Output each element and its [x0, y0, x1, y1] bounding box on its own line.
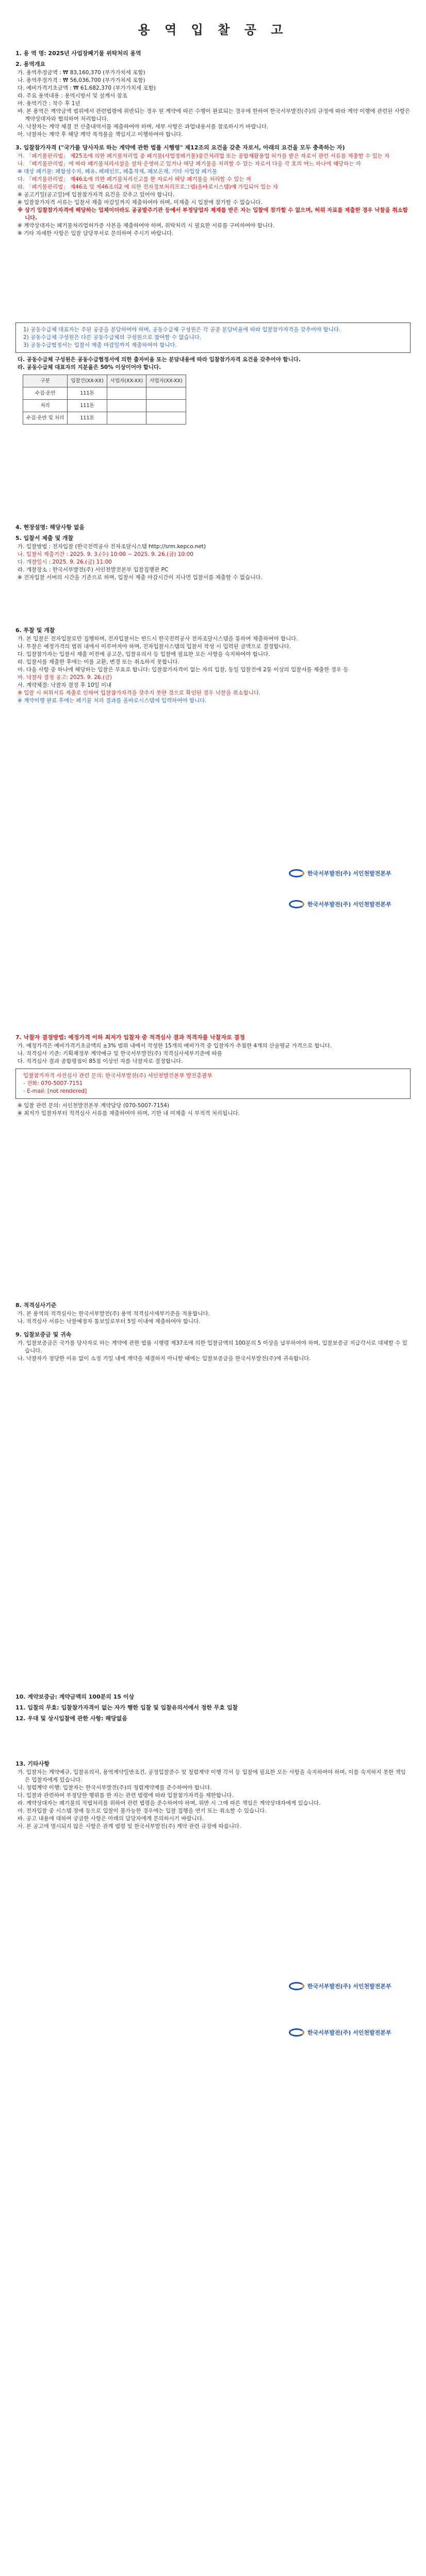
- s2-line: 아. 낙찰자는 계약 후 해당 계약 목적물을 책임지고 이행하여야 합니다.: [18, 131, 183, 138]
- table-cell: [107, 412, 146, 425]
- s3-line: 다. 「폐기물관리법」 제46조에 의한 폐기물처리신고를 한 자로서 해당 폐기물을 처리할 수 있는 자: [18, 176, 252, 182]
- table-cell: 111톤: [68, 412, 107, 425]
- s2-line: 사. 낙찰자는 계약 체결 전 산출내역서를 제출하여야 하며, 세부 사항은 과업내용서를 참조하시기 바랍니다.: [18, 124, 269, 130]
- page-seal: [289, 1978, 413, 1994]
- s3-note: ※ 입찰참가자격 서류는 입찰서 제출 마감일까지 제출하여야 하며, 미제출 시 입찰에 참가할 수 없습니다.: [18, 199, 263, 206]
- s2-line: 다. 예비가격기초금액 : ₩ 61,682,370 (부가가치세 포함): [18, 85, 156, 91]
- s6-line: 다. 입찰참가자는 입찰서 제출 이전에 공고문, 입찰유의서 등 입찰에 필요한 모든 사항을 숙지하여야 합니다.: [18, 651, 270, 657]
- s5-line: ※ 전자입찰 서버의 시간을 기준으로 하며, 입찰서 제출 마감시간이 지나면 입찰서를 제출할 수 없습니다.: [18, 574, 263, 581]
- section-4-5: [0, 520, 426, 613]
- section-10-heading: 10. 계약보증금: 계약금액의 100분의 15 이상: [15, 1693, 135, 1700]
- s6-note-red: ※ 입찰 시 허위서류 제출로 인하여 입찰참가자격을 갖추지 못한 것으로 확인된 경우 낙찰을 취소합니다.: [18, 690, 261, 696]
- inquiry-line: - 전화: 070-5007-7151: [23, 1080, 83, 1087]
- section-8-9: [0, 1298, 426, 1556]
- section-12-heading: 12. 우대 및 상시입찰에 관한 사항: 해당없음: [15, 1715, 127, 1722]
- s6-line: 사. 계약체결: 낙찰자 결정 후 10일 이내: [18, 682, 112, 688]
- joint-supply-box: [15, 323, 411, 353]
- s3-note: ※ 공고기일(공고일)에 입찰참가자격 요건을 갖추고 있어야 합니다.: [18, 192, 175, 198]
- s5-line: 나. 입찰서 제출기간 : 2025. 9. 3.(수) 10:00 ~ 2025. 9. 26.(금) 10:00: [18, 551, 193, 557]
- section-8-heading: 8. 적격심사기준: [15, 1302, 57, 1309]
- s3-closing: ※ 계약상대자는 폐기물처리업허가증 사본을 제출하여야 하며, 위탁처리 시 필요한 서류를 구비하여야 합니다.: [18, 223, 275, 229]
- section-3-heading: 3. 입찰참가자격 ("국가를 당사자로 하는 계약에 관한 법률 시행령" 제12조의 요건을 갖춘 자로서, 아래의 요건을 모두 충족하는 자): [15, 144, 345, 151]
- s7-after: ※ 입찰 관련 문의: 서인천발전본부 계약담당 (070-5007-7154): [18, 1103, 170, 1109]
- section-13: [0, 1757, 426, 2066]
- joint-supply-section: [0, 319, 426, 474]
- table-cell: [107, 400, 146, 412]
- s7-line: 다. 적격심사 결과 종합평점이 85점 이상인 자를 낙찰자로 결정합니다.: [18, 1058, 183, 1064]
- s13-line: 마. 전자입찰 중 시스템 장애 등으로 입찰이 불가능한 경우에는 입찰 집행을 연기 또는 취소할 수 있습니다.: [18, 1808, 267, 1814]
- table-row: [23, 387, 186, 400]
- table-header: 사업자(XX-XX): [146, 375, 186, 387]
- s8-line: 나. 적격심사 서류는 낙찰예정자 통보일로부터 5일 이내에 제출하여야 합니다.: [18, 1318, 201, 1325]
- s7-line: 가. 예정가격은 예비가격기초금액의 ±3% 범위 내에서 작성한 15개의 예비가격 중 입찰자가 추첨한 4개의 산술평균 가격으로 합니다.: [18, 1043, 332, 1049]
- s2-line: 바. 본 용역은 계약금액 범위에서 관련법령에 위반되는 경우 원 계약에 따른 수행이 완료되는 경우에 한하여 한국서부발전(주)의 규정에 따라 계약 이행에 관련된 사항은 계약상대자와 협의하여 처리합니다.: [18, 108, 411, 122]
- s9-line: 나. 낙찰자가 정당한 이유 없이 소정 기일 내에 계약을 체결하지 아니할 때에는 입찰보증금을 한국서부발전(주)에 귀속합니다.: [18, 1355, 311, 1362]
- section-4-heading: 4. 현장설명: 해당사항 없음: [15, 524, 85, 531]
- s3-line: 라. 「폐기물관리법」 제46조 및 제46조의2 에 의한 전자정보처리프로그램(올바로시스템)에 가입되어 있는 자: [18, 184, 278, 190]
- s2-line: 마. 용역기간 : 착수 후 1년: [18, 100, 80, 107]
- s5-line: 다. 개찰일시 : 2025. 9. 26.(금) 11:00: [18, 559, 112, 565]
- table-header-row: [23, 375, 186, 387]
- section-1-3: [0, 46, 426, 304]
- table-cell: 수집·운반 및 처리: [23, 412, 68, 425]
- s13-line: 나. 청렴계약 이행: 입찰자는 한국서부발전(주)의 청렴계약제를 준수하여야 합니다.: [18, 1785, 212, 1791]
- s13-line: 라. 계약상대자는 폐기물의 적법처리를 위하여 관련 법령을 준수하여야 하며, 위반 시 그에 따른 책임은 계약상대자에게 있습니다.: [18, 1800, 321, 1806]
- s3-warning: ※ 상기 입찰참가자격에 해당하는 업체이더라도 공공발주기관 등에서 부정당업자 제재를 받은 자는 입찰에 참가할 수 없으며, 허위 자료를 제출한 경우 낙찰을 취소합니다.: [18, 207, 408, 221]
- s9-line: 가. 입찰보증금은 국가를 당사자로 하는 계약에 관한 법률 시행령 제37조에 의한 입찰금액의 100분의 5 이상을 납부하여야 하며, 입찰보증금 지급각서로 대체할 수 있습니다.: [18, 1340, 407, 1354]
- s2-line: 가. 용역추정금액 : ₩ 83,160,370 (부가가치세 포함): [18, 70, 145, 76]
- table-header: 입찰건(XX-XX): [68, 375, 107, 387]
- section-13-heading: 13. 기타사항: [15, 1760, 50, 1767]
- section-7: [0, 1030, 426, 1247]
- seal-org-name: 한국서부발전(주) 서인천발전본부: [307, 870, 391, 877]
- s6-note-blue: ※ 계약이행 완료 후에는 폐기물 처리 결과를 올바로시스템에 입력하여야 합니다.: [18, 698, 207, 704]
- inquiry-line: - E-mail: [not rendered]: [23, 1088, 87, 1094]
- s6-line: 라. 입찰서를 제출한 후에는 이를 교환, 변경 또는 취소하지 못합니다.: [18, 659, 179, 665]
- inquiry-box: [15, 1069, 411, 1099]
- table-cell: [146, 400, 186, 412]
- page-seal: [289, 866, 413, 881]
- s13-line: 사. 본 공고에 명시되지 않은 사항은 관계 법령 및 한국서부발전(주) 계약 관련 규정에 따릅니다.: [18, 1823, 241, 1829]
- section-1-heading: 1. 용 역 명: 2025년 사업장폐기물 위탁처리 용역: [15, 50, 141, 57]
- box-bold-line: 라. 공동수급체 대표자의 지분율은 50% 이상이어야 합니다.: [18, 364, 161, 370]
- seal-org-name: 한국서부발전(주) 서인천발전본부: [307, 1983, 391, 1990]
- box-bold-line: 다. 공동수급체 구성원은 공동수급협정서에 의한 출자비율 또는 분담내용에 따라 입찰참가자격 요건을 갖추어야 합니다.: [18, 357, 301, 363]
- page-seal: [289, 896, 413, 912]
- section-9-heading: 9. 입찰보증금 및 귀속: [15, 1331, 72, 1338]
- section-11-heading: 11. 입찰의 무효: 입찰참가자격이 없는 자가 행한 입찰 및 입찰유의서에서 정한 무효 입찰: [15, 1704, 238, 1711]
- section-6: [0, 623, 426, 778]
- section-7-heading: 7. 낙찰자 결정방법: 예정가격 이하 최저가 입찰자 중 적격심사 결과 적격자를 낙찰자로 결정: [15, 1034, 245, 1041]
- box-line: 1) 공동수급체 대표자는 주된 공종을 분담하여야 하며, 공동수급체 구성원은 각 공종 분담비율에 따라 입찰참가자격을 갖추어야 합니다.: [23, 327, 341, 333]
- table-cell: [146, 387, 186, 400]
- s6-line: 가. 본 입찰은 전자입찰로만 집행하며, 전자입찰서는 반드시 한국전력공사 전자조달시스템을 통하여 제출하여야 합니다.: [18, 636, 298, 642]
- section-2-heading: 2. 용역개요: [15, 61, 46, 67]
- s8-line: 가. 본 용역의 적격심사는 한국서부발전(주) 용역 적격심사세부기준을 적용합니다.: [18, 1311, 210, 1317]
- table-header: 사업자(XX-XX): [107, 375, 146, 387]
- company-logo-icon: [289, 869, 304, 877]
- company-logo-icon: [289, 1982, 304, 1990]
- box-line: 2) 공동수급체 구성원은 다른 공동수급체의 구성원으로 참여할 수 없습니다.: [23, 334, 202, 341]
- s6-line: 나. 투찰은 예정가격의 범위 내에서 이루어져야 하며, 전자입찰시스템의 입찰서 작성 시 입력된 금액으로 결정합니다.: [18, 643, 291, 650]
- section-10-12: [0, 1690, 426, 1752]
- box-line: 3) 공동수급협정서는 입찰서 제출 마감일까지 제출하여야 합니다.: [23, 342, 177, 348]
- table-cell: 111톤: [68, 387, 107, 400]
- s13-line: 바. 공고 내용에 대하여 궁금한 사항은 아래의 담당자에게 문의하시기 바랍니다.: [18, 1816, 204, 1822]
- s3-closing: ※ 기타 자세한 사항은 입찰 담당부서로 문의하여 주시기 바랍니다.: [18, 230, 174, 236]
- company-logo-icon: [289, 2028, 304, 2037]
- table-cell: 수집·운반: [23, 387, 68, 400]
- s2-line: 나. 용역추정가격 : ₩ 56,036,700 (부가가치세 포함): [18, 77, 145, 83]
- s13-line: 가. 입찰자는 계약예규, 입찰유의서, 용역계약일반조건, 공정입찰준수 및 청렴계약 이행 각서 등 입찰에 필요한 모든 사항을 숙지하여야 하며, 이를 숙지하지 못한 책임은 입찰자에게 있습니다.: [18, 1769, 406, 1783]
- s6-line: 마. 다음 사항 중 하나에 해당하는 입찰은 무효로 합니다: 입찰참가자격이 없는 자의 입찰, 동일 입찰건에 2통 이상의 입찰서를 제출한 경우 등: [18, 667, 349, 673]
- table-cell: 처리: [23, 400, 68, 412]
- company-logo-icon: [289, 900, 304, 908]
- table-cell: [146, 412, 186, 425]
- table-row: [23, 400, 186, 412]
- s2-line: 라. 주요 용역내용 : 용역시방서 및 설계서 참조: [18, 93, 127, 99]
- s13-line: 다. 입찰과 관련하여 부정당한 행위를 한 자는 관련 법령에 따라 입찰참가자격을 제한합니다.: [18, 1792, 234, 1799]
- seal-org-name: 한국서부발전(주) 서인천발전본부: [307, 2029, 391, 2036]
- document-title: 용 역 입 찰 공 고: [138, 23, 288, 37]
- section-6-heading: 6. 투찰 및 개찰: [15, 627, 55, 634]
- page-seal: [289, 2025, 413, 2040]
- s3-line: ※ 대상 폐기물: 폐합성수지, 폐유, 폐페인트, 폐흡착제, 폐보온재, 기타 사업장 폐기물: [18, 168, 217, 175]
- section-5-heading: 5. 입찰서 제출 및 개찰: [15, 535, 74, 541]
- s6-line: 바. 낙찰자 결정 공고: 2025. 9. 26.(금): [18, 674, 112, 681]
- table-cell: 111톤: [68, 400, 107, 412]
- s5-line: 가. 입찰방법 : 전자입찰 (한국전력공사 전자조달시스템 http://srm.kepco.net): [18, 544, 206, 550]
- s3-line: 나. 「폐기물관리법」에 따라 폐기물처리시설을 설치·운영하고 있거나 해당 폐기물을 처리할 수 있는 자로서 다음 각 호의 어느 하나에 해당하는 자: [18, 161, 361, 167]
- inquiry-line: 입찰참가자격 사전심사 관련 문의: 한국서부발전(주) 서인천발전본부 발전총괄부: [23, 1073, 212, 1079]
- table-header: 구분: [23, 375, 68, 387]
- s7-line: 나. 적격심사 기준: 기획재정부 계약예규 및 한국서부발전(주) 적격심사세부기준에 따름: [18, 1050, 222, 1057]
- s5-line: 라. 개찰장소 : 한국서부발전(주) 서인천발전본부 입찰집행관 PC: [18, 567, 169, 573]
- waste-table: [23, 375, 186, 425]
- seal-org-name: 한국서부발전(주) 서인천발전본부: [307, 901, 391, 908]
- s3-line: 가. 「폐기물관리법」 제25조에 의한 폐기물처리업 중 폐기물(사업장폐기물)중간처리업 또는 종합재활용업 허가를 받은 자로서 관련 서류를 제출할 수 있는 자: [18, 153, 390, 159]
- s7-after: ※ 최저가 입찰자부터 적격심사 서류를 제출하여야 하며, 기한 내 미제출 시 부적격 처리됩니다.: [18, 1110, 240, 1116]
- table-cell: [107, 387, 146, 400]
- table-row: [23, 412, 186, 425]
